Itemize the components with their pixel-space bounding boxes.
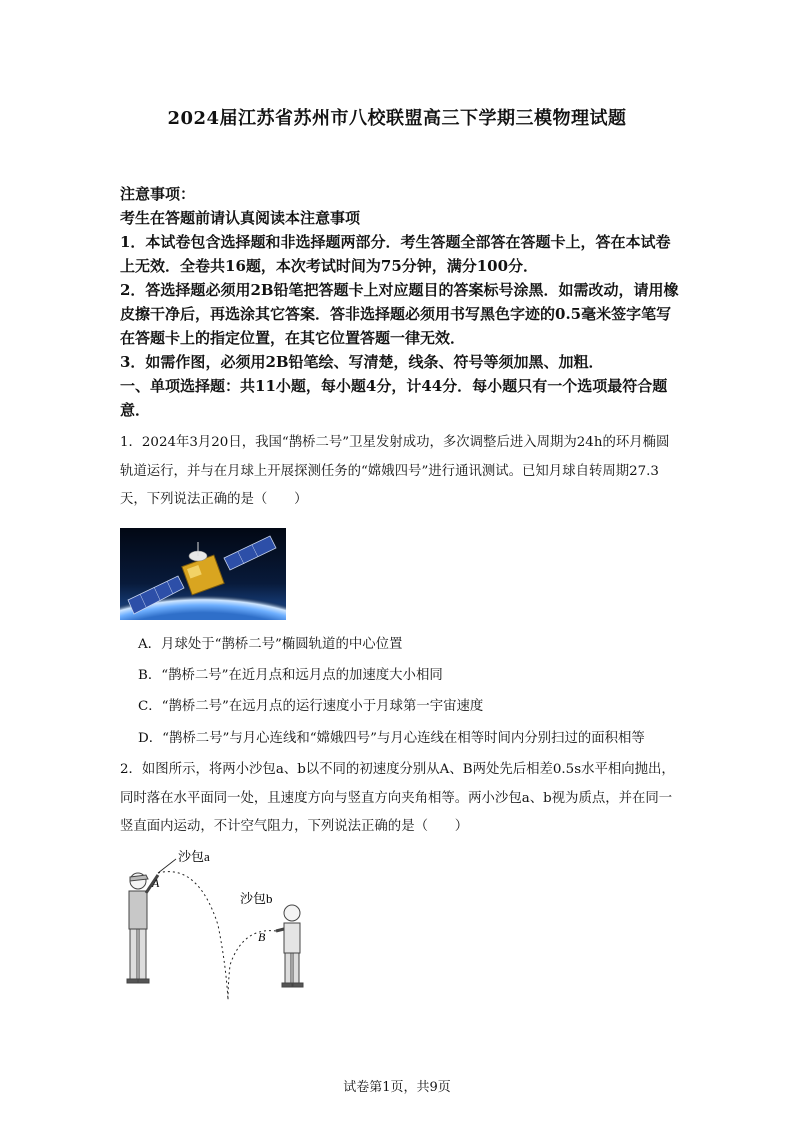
question-2-stem: 2．如图所示，将两小沙包a、b以不同的初速度分别从A、B两处先后相差0.5s水平相向抛出，同时落在水平面同一处，且速度方向与竖直方向夹角相等。两小沙包a、b视为质点，并在同一竖直面内运动，不计空气阻力，下列说法正确的是（ ） (120, 762, 675, 834)
notice-line: 考生在答题前请认真阅读本注意事项 (120, 209, 361, 227)
label-bag-b: 沙包b (240, 891, 273, 906)
notice-item-3: 3．如需作图，必须用2B铅笔绘、写清楚，线条、符号等须加黑、加粗． (120, 353, 604, 371)
notice-item-1: 1．本试卷包含选择题和非选择题两部分．考生答题全部答在答题卡上，答在本试卷上无效．全卷共16题，本次考试时间为75分钟，满分100分． (120, 233, 671, 275)
satellite-image (120, 528, 286, 620)
question-1-stem: 1．2024年3月20日，我国“鹊桥二号”卫星发射成功，多次调整后进入周期为24h的环月椭圆轨道运行，并与在月球上开展探测任务的“嫦娥四号”进行通讯测试。已知月球自转周期27.3天，下列说法正确的是（ ） (120, 435, 670, 507)
person-b-icon (276, 905, 303, 987)
label-point-a: A (152, 876, 160, 890)
page-footer: 试卷第1页，共9页 (343, 1080, 451, 1095)
option-d[interactable]: D．“鹊桥二号”与月心连线和“嫦娥四号”与月心连线在相等时间内分别扫过的面积相等 (138, 731, 645, 746)
option-a[interactable]: A．月球处于“鹊桥二号”椭圆轨道的中心位置 (138, 637, 403, 652)
projectile-figure (118, 845, 318, 1010)
option-c[interactable]: C．“鹊桥二号”在远月点的运行速度小于月球第一宇宙速度 (138, 699, 484, 714)
label-bag-a: 沙包a (178, 849, 210, 864)
section-heading: 一、单项选择题：共11小题，每小题4分，计44分．每小题只有一个选项最符合题意． (120, 377, 668, 419)
page-title: 2024届江苏省苏州市八校联盟高三下学期三模物理试题 (167, 108, 627, 129)
notice-item-2: 2．答选择题必须用2B铅笔把答题卡上对应题目的答案标号涂黑．如需改动，请用橡皮擦干净后，再选涂其它答案．答非选择题必须用书写黑色字迹的0.5毫米签字笔写在答题卡上的指定位置，在其它位置答题一律无效． (120, 281, 679, 347)
option-b[interactable]: B．“鹊桥二号”在近月点和远月点的加速度大小相同 (138, 668, 443, 683)
notice-block (120, 182, 680, 422)
notice-heading: 注意事项： (120, 185, 196, 203)
label-point-b: B (258, 930, 266, 944)
